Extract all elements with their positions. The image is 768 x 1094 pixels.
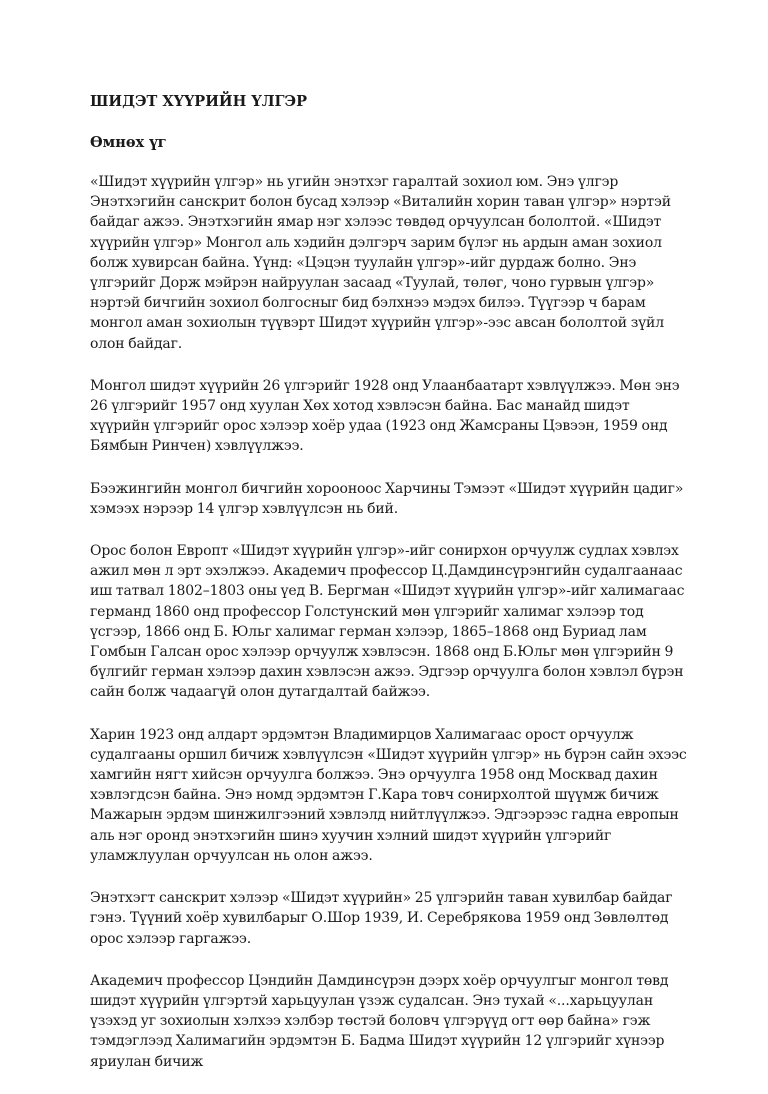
- paragraph-beijing-edition: Бээжингийн монгол бичгийн хорооноос Харчины Тэмээт «Шидэт хүүрийн цадиг» хэмээх нэрээр 14 үлгэр хэвлүүлсэн нь бий.: [90, 480, 684, 517]
- paragraph-european-translations: Орос болон Европт «Шидэт хүүрийн үлгэр»-ийг сонирхон орчуулж судлах хэвлэх ажил мөн л эрт эхэлжээ. Академич профессор Ц.Дамдинсүрэнгийн судалгаанаас иш татвал 1802–1803 оны үед В. Бергман «Шидэт хүүрийн үлгэр»-ийг халимагаас германд 1860 онд профессор Голстунский мөн үлгэрийг халимаг хэлээр тод үсгээр, 1866 онд Б. Юльг халимаг герман хэлээр, 1865–1868 онд Буриад лам Гомбын Галсан орос хэлээр орчуулж хэвлэсэн. 1868 онд Б.Юльг мөн үлгэрийн 9 бүлгийг герман хэлээр дахин хэвлэсэн ажээ. Эдгээр орчуулга болон хэвлэл бүрэн сайн болж чадаагүй олон дутагдалтай байжээ.: [90, 543, 685, 701]
- document-body: [90, 92, 690, 1094]
- section-heading-preface: Өмнөх үг: [90, 134, 167, 151]
- paragraph-mongolian-editions: Монгол шидэт хүүрийн 26 үлгэрийг 1928 онд Улаанбаатарт хэвлүүлжээ. Мөн энэ 26 үлгэрийг 1957 онд хуулан Хөх хотод хэвлэсэн байна. Бас манайд шидэт хүүрийн үлгэрийг орос хэлээр хоёр удаа (1923 онд Жамсраны Цэвээн, 1959 онд Бямбын Ринчен) хэвлүүлжээ.: [90, 377, 680, 455]
- paragraph-intro: «Шидэт хүүрийн үлгэр» нь угийн энэтхэг гаралтай зохиол юм. Энэ үлгэр Энэтхэгийн санскрит болон бусад хэлээр «Виталийн хорин таван үлгэр» нэртэй байдаг ажээ. Энэтхэгийн ямар нэг хэлээс төвдөд орчуулсан бололтой. «Шидэт хүүрийн үлгэр» Монгол аль хэдийн дэлгэрч зарим бүлэг нь ардын аман зохиол болж хувирсан байна. Үүнд: «Цэцэн туулайн үлгэр»-ийг дурдаж болно. Энэ үлгэрийг Дорж мэйрэн найруулан засаад «Туулай, төлөг, чоно гурвын үлгэр» нэртэй бичгийн зохиол болгосныг бид бэлхнээ мэдэх билээ. Түүгээр ч барам монгол аман зохиолын түүвэрт Шидэт хүүрийн үлгэр»-ээс авсан бололтой зүйл олон байдаг.: [90, 174, 671, 352]
- document-title: ШИДЭТ ХҮҮРИЙН ҮЛГЭР: [90, 93, 307, 110]
- paragraph-damdinsuren-study: Академич профессор Цэндийн Дамдинсүрэн дээрх хоёр орчуулгыг монгол төвд шидэт хүүрийн үлгэртэй харьцуулан үзэж судалсан. Энэ тухай «...харьцуулан үзэхэд уг зохиолын хэлхээ хэлбэр төстэй боловч үлгэрүүд огт өөр байна» гэж тэмдэглээд Халимагийн эрдэмтэн Б. Бадма Шидэт хүүрийн 12 үлгэрийг хүнээр яриулан бичиж: [90, 972, 669, 1070]
- paragraph-vladimirtsov: Харин 1923 онд алдарт эрдэмтэн Владимирцов Халимагаас орост орчуулж судалгааны оршил бичиж хэвлүүлсэн «Шидэт хүүрийн үлгэр» нь бүрэн сайн эхээс хамгийн нягт хийсэн орчуулга болжээ. Энэ орчуулга 1958 онд Москвад дахин хэвлэгдсэн байна. Энэ номд эрдэмтэн Г.Кара товч сонирхолтой шүүмж бичиж Мажарын эрдэм шинжилгээний хэвлэлд нийтлүүлжээ. Эдгээрээс гадна европын аль нэг оронд энэтхэгийн шинэ хуучин хэлний шидэт хүүрийн үлгэрийг уламжлуулан орчуулсан нь олон ажээ.: [90, 726, 687, 864]
- paragraph-sanskrit-versions: Энэтхэгт санскрит хэлээр «Шидэт хүүрийн» 25 үлгэрийн таван хувилбар байдаг гэнэ. Түүний хоёр хувилбарыг О.Шор 1939, И. Серебрякова 1959 онд Зөвлөлтөд орос хэлээр гаргажээ.: [90, 890, 673, 947]
